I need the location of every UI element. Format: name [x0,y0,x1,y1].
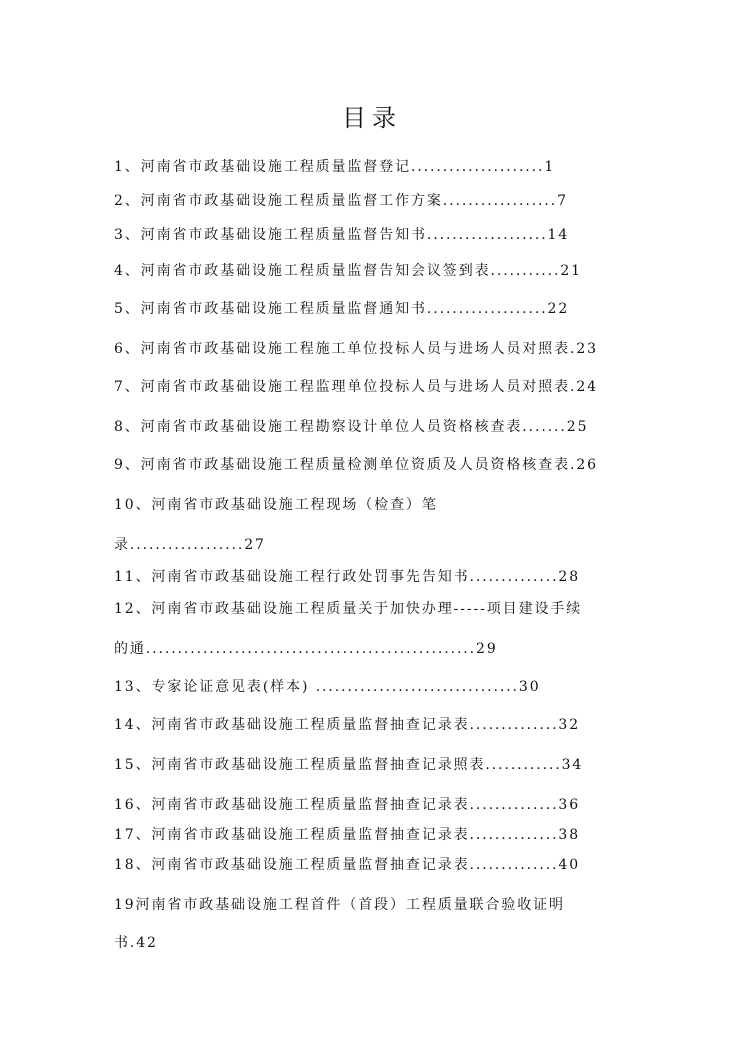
toc-entry-19[interactable]: 19河南省市政基础设施工程首件（首段）工程质量联合验收证明 [114,897,565,913]
toc-entry-1[interactable]: 1、河南省市政基础设施工程质量监督登记.....................1 [114,159,556,175]
toc-entry-7[interactable]: 7、河南省市政基础设施工程监理单位投标人员与进场人员对照表.24 [114,379,598,395]
toc-entry-12[interactable]: 12、河南省市政基础设施工程质量关于加快办理-----项目建设手续 [114,601,583,617]
toc-entry-16[interactable]: 16、河南省市政基础设施工程质量监督抽查记录表..............36 [114,797,581,813]
toc-entry-6[interactable]: 6、河南省市政基础设施工程施工单位投标人员与进场人员对照表.23 [114,341,598,357]
toc-entry-12-continued[interactable]: 的通....................................................29 [114,641,498,657]
toc-entry-9[interactable]: 9、河南省市政基础设施工程质量检测单位资质及人员资格核查表.26 [114,457,598,473]
toc-entry-4[interactable]: 4、河南省市政基础设施工程质量监督告知会议签到表...........21 [114,263,582,279]
toc-entry-19-continued[interactable]: 书.42 [114,935,158,951]
toc-entry-3[interactable]: 3、河南省市政基础设施工程质量监督告知书...................14 [114,227,570,243]
toc-entry-2[interactable]: 2、河南省市政基础设施工程质量监督工作方案..................7 [114,193,568,209]
toc-entry-13[interactable]: 13、专家论证意见表(样本) ................................30 [114,679,541,695]
toc-entry-15[interactable]: 15、河南省市政基础设施工程质量监督抽查记录照表............34 [114,757,584,773]
page-title: 目录 [342,104,402,132]
toc-entry-14[interactable]: 14、河南省市政基础设施工程质量监督抽查记录表..............32 [114,717,581,733]
toc-entry-10[interactable]: 10、河南省市政基础设施工程现场（检查）笔 [114,497,438,513]
toc-entry-8[interactable]: 8、河南省市政基础设施工程勘察设计单位人员资格核查表.......25 [114,419,589,435]
toc-entry-18[interactable]: 18、河南省市政基础设施工程质量监督抽查记录表..............40 [114,857,581,873]
toc-entry-5[interactable]: 5、河南省市政基础设施工程质量监督通知书...................22 [114,301,570,317]
toc-entry-11[interactable]: 11、河南省市政基础设施工程行政处罚事先告知书..............28 [114,569,581,585]
toc-entry-10-continued[interactable]: 录..................27 [114,537,266,553]
toc-entry-17[interactable]: 17、河南省市政基础设施工程质量监督抽查记录表..............38 [114,827,581,843]
